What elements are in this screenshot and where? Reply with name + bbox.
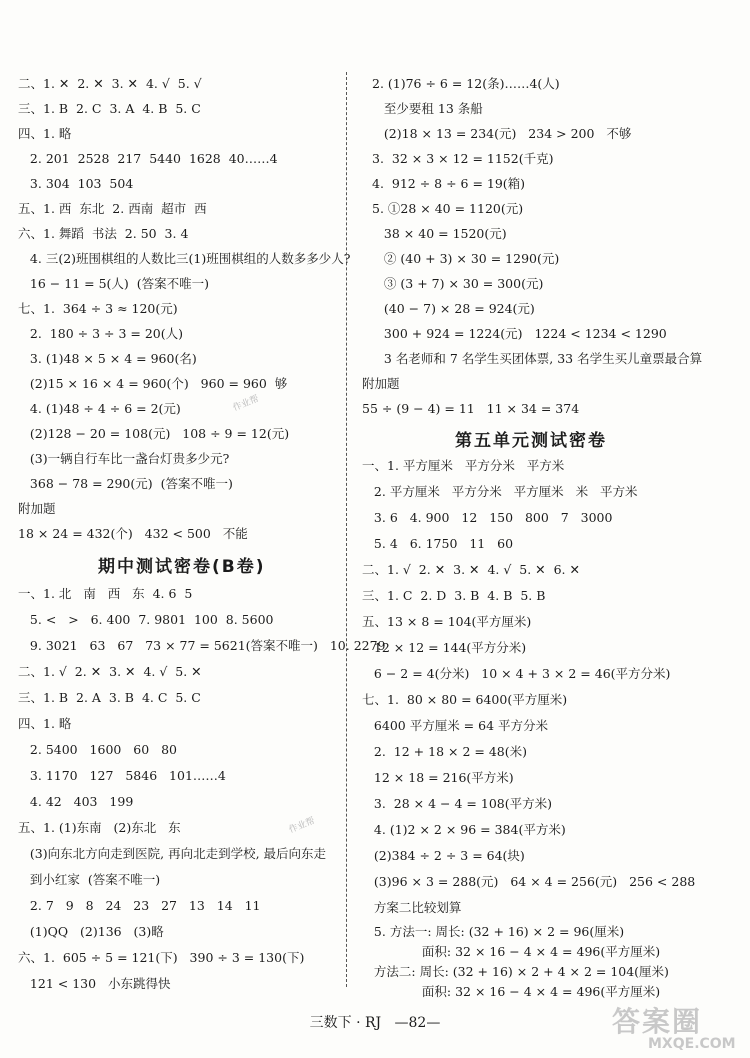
- section-title-unit5: 第五单元测试密卷: [455, 431, 607, 451]
- right-line: 38 × 40 = 1520(元): [372, 226, 507, 241]
- left-line: 3. 1170 127 5846 101……4: [18, 768, 226, 783]
- left-line: 附加题: [18, 501, 56, 516]
- right-line: 4. (1)2 × 2 × 96 = 384(平方米): [362, 822, 566, 837]
- left-line: (3)向东北方向走到医院, 再向北走到学校, 最后向东走: [18, 846, 327, 861]
- right-line: 12 × 18 = 216(平方米): [362, 770, 514, 785]
- left-line: 3. 304 103 504: [18, 176, 134, 191]
- left-line: 2. 180 ÷ 3 ÷ 3 = 20(人): [18, 326, 183, 341]
- right-line: 5. 4 6. 1750 11 60: [362, 536, 514, 551]
- left-line: 18 × 24 = 432(个) 432 < 500 不能: [18, 526, 248, 541]
- right-line: 4. 912 ÷ 8 ÷ 6 = 19(箱): [372, 176, 526, 191]
- right-line: 3. 32 × 3 × 12 = 1152(千克): [372, 151, 554, 166]
- watermark-stamp: 作业帮: [287, 816, 317, 836]
- right-line: (3)96 × 3 = 288(元) 64 × 4 = 256(元) 256 < 288: [362, 874, 696, 889]
- left-line: 六、1. 舞蹈 书法 2. 50 3. 4: [18, 226, 189, 241]
- column-divider: [346, 72, 347, 987]
- left-line: (3)一辆自行车比一盏台灯贵多少元?: [18, 451, 230, 466]
- left-line: 四、1. 略: [18, 126, 72, 141]
- right-line: 附加题: [362, 376, 400, 391]
- left-line: 9. 3021 63 67 73 × 77 = 5621(答案不唯一) 10. 2279: [18, 638, 386, 653]
- left-line: 一、1. 北 南 西 东 4. 6 5: [18, 586, 193, 601]
- watermark-stamp: 作业帮: [231, 394, 261, 414]
- right-line: 300 + 924 = 1224(元) 1224 < 1234 < 1290: [372, 326, 667, 341]
- left-line: 4. 三(2)班围棋组的人数比三(1)班围棋组的人数多多少人?: [18, 251, 351, 266]
- section-title-midterm: 期中测试密卷(B卷): [98, 557, 266, 577]
- watermark-logo-text: 答案圈: [612, 1005, 703, 1038]
- right-line: 2. (1)76 ÷ 6 = 12(条)……4(人): [372, 76, 560, 91]
- right-line: 面积: 32 × 16 − 4 × 4 = 496(平方厘米): [410, 984, 661, 999]
- right-line: 5. ①28 × 40 = 1120(元): [372, 201, 524, 216]
- left-line: 三、1. B 2. A 3. B 4. C 5. C: [18, 690, 201, 705]
- left-line: 121 < 130 小东跳得快: [18, 976, 171, 991]
- left-line: 二、1. ✕ 2. ✕ 3. ✕ 4. √ 5. √: [18, 76, 202, 91]
- left-line: (2)128 − 20 = 108(元) 108 ÷ 9 = 12(元): [18, 426, 290, 441]
- left-line: 2. 5400 1600 60 80: [18, 742, 178, 757]
- right-line: 2. 平方厘米 平方分米 平方厘米 米 平方米: [362, 484, 638, 499]
- right-line: 6 − 2 = 4(分米) 10 × 4 + 3 × 2 = 46(平方分米): [362, 666, 671, 681]
- left-line: (2)15 × 16 × 4 = 960(个) 960 = 960 够: [18, 376, 288, 391]
- right-line: 三、1. C 2. D 3. B 4. B 5. B: [362, 588, 546, 603]
- left-line: 2. 7 9 8 24 23 27 13 14 11: [18, 898, 261, 913]
- left-line: 4. (1)48 ÷ 4 ÷ 6 = 2(元): [18, 401, 181, 416]
- left-line: (1)QQ (2)136 (3)略: [18, 924, 164, 939]
- left-line: 五、1. (1)东南 (2)东北 东: [18, 820, 181, 835]
- page-footer: 三数下 · RJ —82—: [309, 1015, 441, 1031]
- right-line: 方法二: 周长: (32 + 16) × 2 + 4 × 2 = 104(厘米): [362, 964, 669, 979]
- left-line: 七、1. 364 ÷ 3 ≈ 120(元): [18, 301, 178, 316]
- right-line: 3. 6 4. 900 12 150 800 7 3000: [362, 510, 613, 525]
- left-line: 4. 42 403 199: [18, 794, 134, 809]
- left-line: 六、1. 605 ÷ 5 = 121(下) 390 ÷ 3 = 130(下): [18, 950, 305, 965]
- left-line: 五、1. 西 东北 2. 西南 超市 西: [18, 201, 207, 216]
- right-line: (2)18 × 13 = 234(元) 234 > 200 不够: [372, 126, 632, 141]
- left-line: 5. < > 6. 400 7. 9801 100 8. 5600: [18, 612, 274, 627]
- left-line: 16 − 11 = 5(人) (答案不唯一): [18, 276, 209, 291]
- left-line: 到小红家 (答案不唯一): [18, 872, 161, 887]
- right-line: 至少要租 13 条船: [372, 101, 483, 116]
- right-line: 12 × 12 = 144(平方分米): [362, 640, 527, 655]
- right-line: ③ (3 + 7) × 30 = 300(元): [372, 276, 544, 291]
- right-line: (2)384 ÷ 2 ÷ 3 = 64(块): [362, 848, 525, 863]
- right-line: 6400 平方厘米 = 64 平方分米: [362, 718, 549, 733]
- left-line: 368 − 78 = 290(元) (答案不唯一): [18, 476, 233, 491]
- right-line: 55 ÷ (9 − 4) = 11 11 × 34 = 374: [362, 401, 580, 416]
- left-line: 四、1. 略: [18, 716, 72, 731]
- right-line: 方案二比较划算: [362, 900, 462, 915]
- right-line: (40 − 7) × 28 = 924(元): [372, 301, 535, 316]
- right-line: 3. 28 × 4 − 4 = 108(平方米): [362, 796, 552, 811]
- right-line: 5. 方法一: 周长: (32 + 16) × 2 = 96(厘米): [362, 924, 625, 939]
- right-line: 3 名老师和 7 名学生买团体票, 33 名学生买儿童票最合算: [372, 351, 703, 366]
- left-line: 三、1. B 2. C 3. A 4. B 5. C: [18, 101, 201, 116]
- right-line: 二、1. √ 2. ✕ 3. ✕ 4. √ 5. ✕ 6. ✕: [362, 562, 580, 577]
- right-line: 五、13 × 8 = 104(平方厘米): [362, 614, 532, 629]
- right-line: 2. 12 + 18 × 2 = 48(米): [362, 744, 527, 759]
- right-line: ② (40 + 3) × 30 = 1290(元): [372, 251, 560, 266]
- watermark-logo-url: MXQE.COM: [648, 1036, 736, 1052]
- watermark-logo: [612, 1000, 744, 1056]
- left-line: 2. 201 2528 217 5440 1628 40……4: [18, 151, 278, 166]
- left-line: 3. (1)48 × 5 × 4 = 960(名): [18, 351, 197, 366]
- right-line: 七、1. 80 × 80 = 6400(平方厘米): [362, 692, 568, 707]
- right-line: 一、1. 平方厘米 平方分米 平方米: [362, 458, 565, 473]
- left-line: 二、1. √ 2. ✕ 3. ✕ 4. √ 5. ✕: [18, 664, 202, 679]
- right-line: 面积: 32 × 16 − 4 × 4 = 496(平方厘米): [410, 944, 661, 959]
